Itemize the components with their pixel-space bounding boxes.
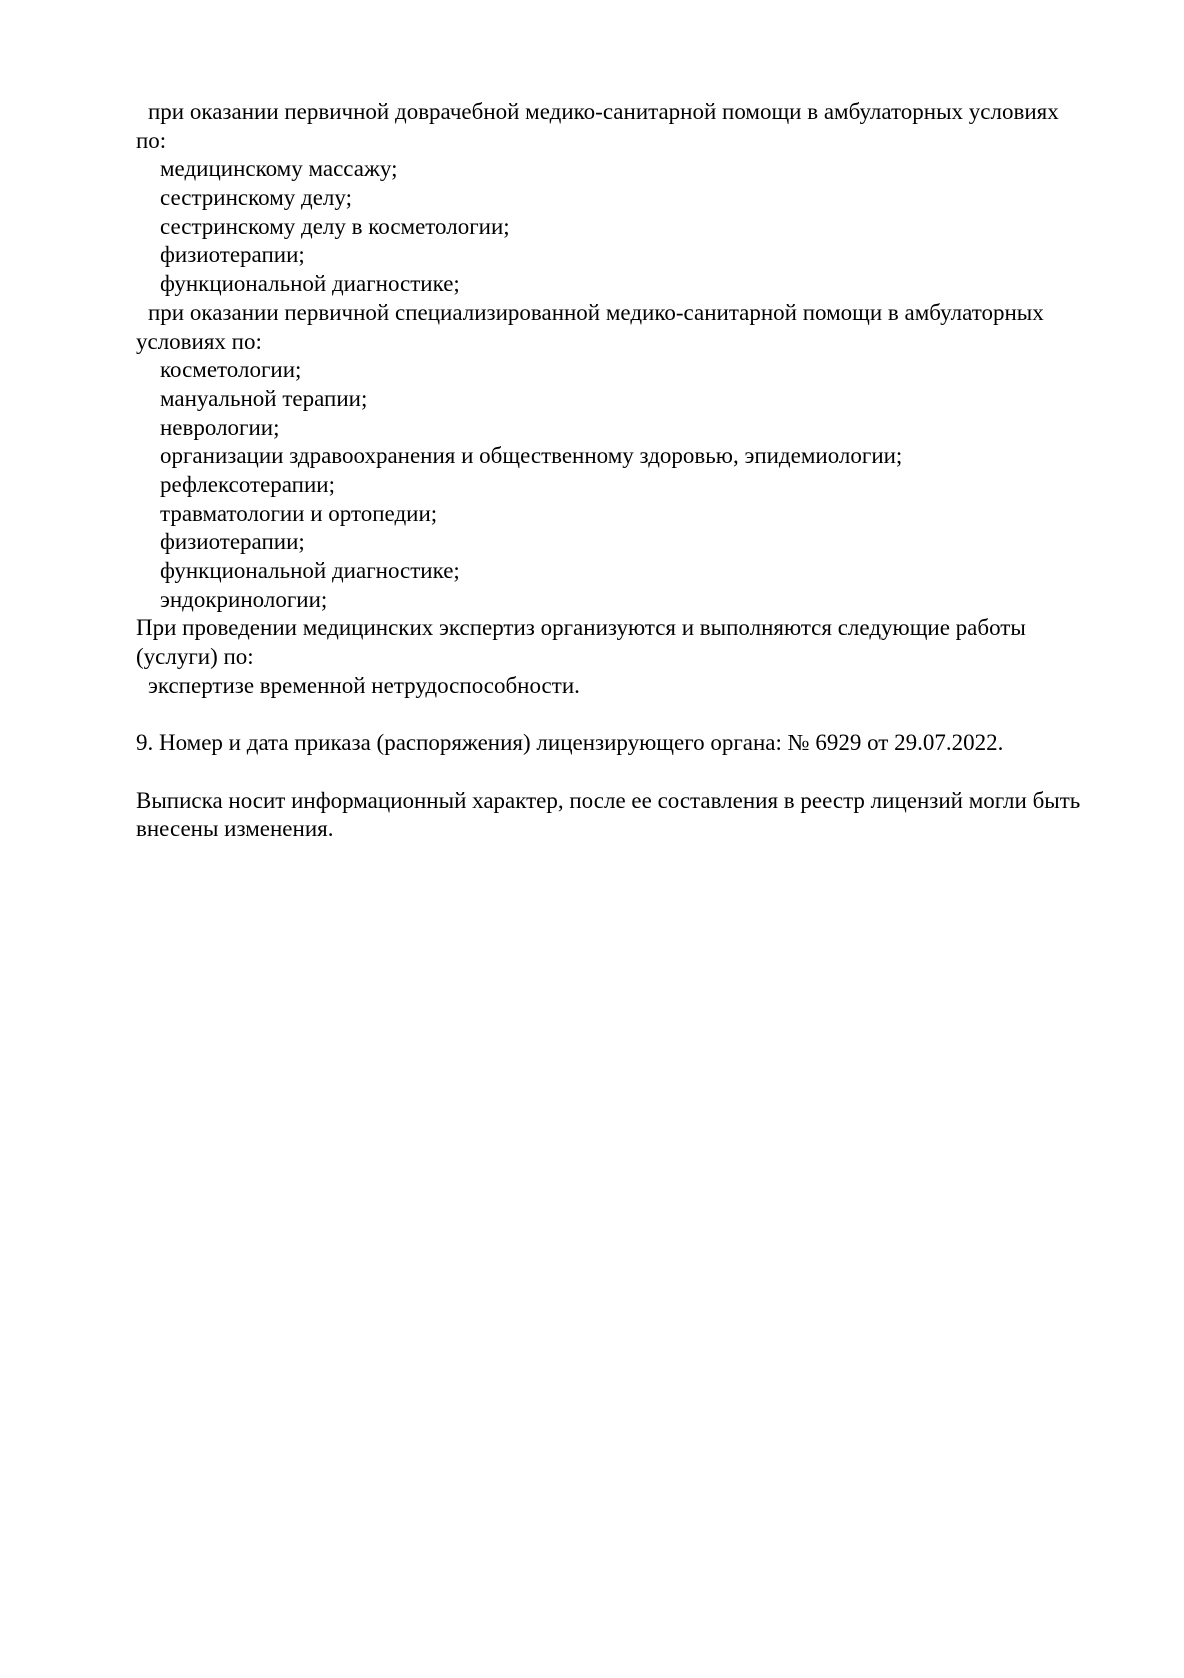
expertise-intro-line-2: (услуги) по: [136,644,254,670]
list-item: функциональной диагностике; [160,558,460,583]
spacer [136,700,1136,729]
list-item: функциональной диагностике; [160,271,460,297]
list-item: травматологии и ортопедии; [160,500,438,526]
prehospital-intro-line-2: по: [136,127,167,153]
list-item: физиотерапии; [160,242,305,268]
list-item: эндокринологии; [160,586,328,612]
list-item: сестринскому делу; [160,185,352,211]
list-item: экспертизе временной нетрудоспособности. [148,672,580,698]
order-line: 9. Номер и дата приказа (распоряжения) лицензирующего органа: № 6929 от 29.07.2022. [136,730,1004,756]
list-item: мануальной терапии; [160,385,368,411]
list-item: косметологии; [160,357,302,383]
document-body [136,98,1136,844]
list-item: сестринскому делу в косметологии; [160,213,510,239]
specialized-intro-line-1: при оказании первичной специализированной медико-санитарной помощи в амбулаторных [148,299,1044,325]
expertise-intro-line-1: При проведении медицинских экспертиз организуются и выполняются следующие работы [136,615,1026,641]
list-item: рефлексотерапии; [160,471,335,497]
specialized-intro-line-2: условиях по: [136,328,262,354]
list-item: неврологии; [160,414,280,440]
spacer [136,758,1136,787]
prehospital-intro-line-1: при оказании первичной доврачебной медико-санитарной помощи в амбулаторных условиях [148,99,1059,124]
list-item: физиотерапии; [160,529,305,555]
disclaimer-line-1: Выписка носит информационный характер, после ее составления в реестр лицензий могли быть [136,787,1081,813]
list-item: организации здравоохранения и общественному здоровью, эпидемиологии; [160,443,903,469]
disclaimer-line-2: внесены изменения. [136,816,334,842]
list-item: медицинскому массажу; [160,156,398,182]
